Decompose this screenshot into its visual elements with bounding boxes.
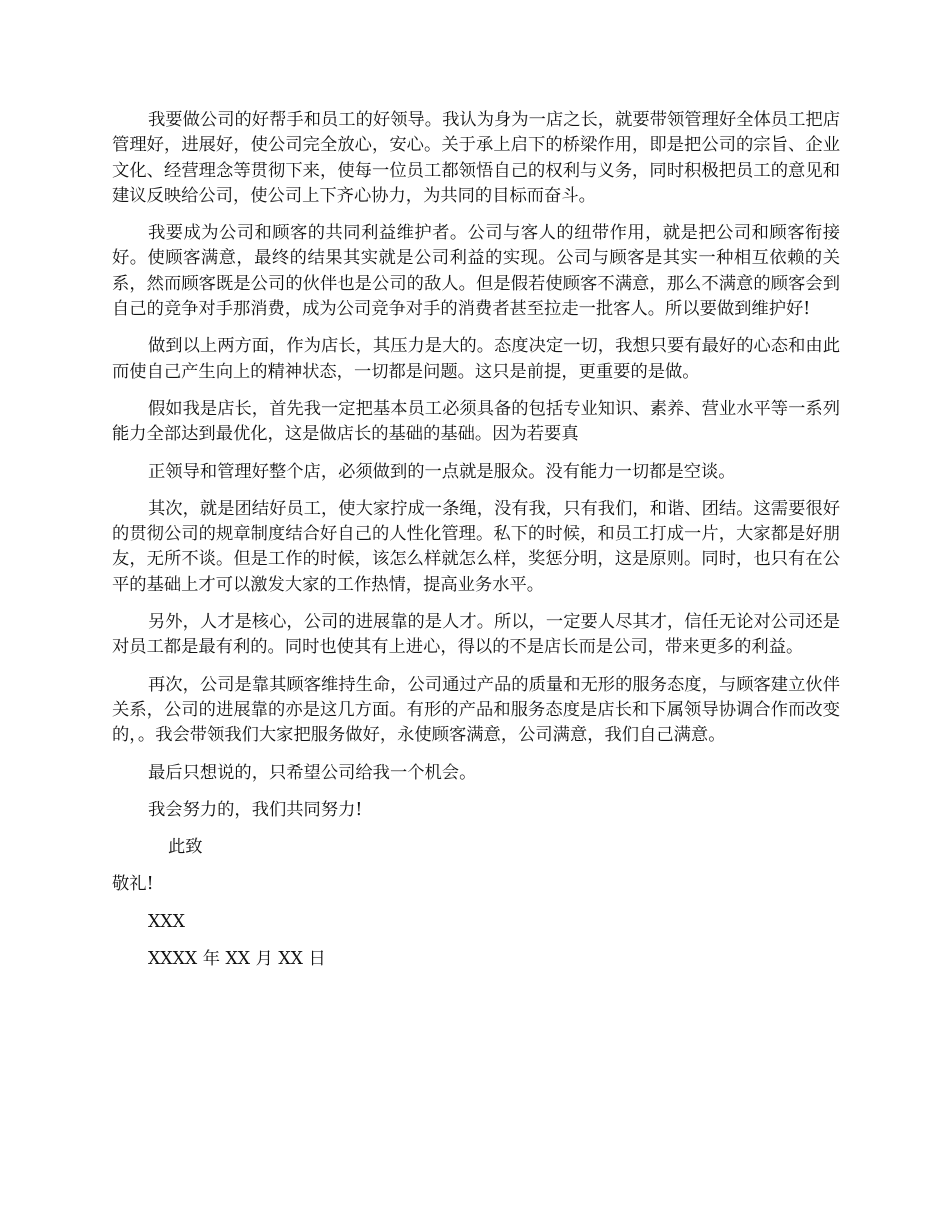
paragraph-5: 正领导和管理好整个店，必须做到的一点就是服众。没有能力一切都是空谈。	[148, 461, 736, 482]
paragraph-7: 另外，人才是核心，公司的进展靠的是人才。所以，一定要人尽其才，信任无论对公司还是对员工都是最有利的。同时也使其有上进心，得以的不是店长而是公司，带来更多的利益。	[112, 612, 840, 658]
paragraph-4: 假如我是店长，首先我一定把基本员工必须具备的包括专业知识、素养、营业水平等一系列能力全部达到最优化，这是做店长的基础的基础。因为若要真	[112, 398, 840, 445]
signature: XXX	[148, 911, 185, 932]
paragraph-6: 其次，就是团结好员工，使大家拧成一条绳，没有我，只有我们，和谐、团结。这需要很好的贯彻公司的规章制度结合好自己的人性化管理。私下的时候，和员工打成一片，大家都是好朋友，无所不谈。但是工作的时候，该怎么样就怎么样，奖惩分明，这是原则。同时，也只有在公平的基础上才可以激发大家的工作热情，提高业务水平。	[112, 498, 840, 595]
date-line: XXXX 年 XX 月 XX 日	[148, 949, 326, 970]
closing-regards: 敬礼!	[112, 874, 154, 895]
paragraph-8: 再次，公司是靠其顾客维持生命，公司通过产品的质量和无形的服务态度，与顾客建立伙伴关系，公司的进展靠的亦是这几方面。有形的产品和服务态度是店长和下属领导协调合作而改变的，。我会带领我们大家把服务做好，永使顾客满意，公司满意，我们自己满意。	[112, 674, 840, 746]
closing-salutation: 此致	[168, 837, 203, 858]
paragraph-1: 我要做公司的好帮手和员工的好领导。我认为身为一店之长，就要带领管理好全体员工把店管理好，进展好，使公司完全放心，安心。关于承上启下的桥梁作用，即是把公司的宗旨、企业文化、经营理念等贯彻下来，使每一位员工都领悟自己的权利与义务，同时积极把员工的意见和建议反映给公司，使公司上下齐心协力，为共同的目标而奋斗。	[112, 110, 840, 206]
letter-body	[112, 108, 840, 984]
paragraph-3: 做到以上两方面，作为店长，其压力是大的。态度决定一切，我想只要有最好的心态和由此而使自己产生向上的精神状态，一切都是问题。这只是前提，更重要的是做。	[112, 336, 840, 382]
paragraph-10: 我会努力的，我们共同努力!	[148, 799, 363, 820]
paragraph-9: 最后只想说的，只希望公司给我一个机会。	[148, 762, 477, 783]
paragraph-2: 我要成为公司和顾客的共同利益维护者。公司与客人的纽带作用，就是把公司和顾客衔接好。使顾客满意，最终的结果其实就是公司利益的实现。公司与顾客是其实一种相互依赖的关系，然而顾客既是公司的伙伴也是公司的敌人。但是假若使顾客不满意，那么不满意的顾客会到自己的竞争对手那消费，成为公司竞争对手的消费者甚至拉走一批客人。所以要做到维护好!	[112, 223, 840, 320]
